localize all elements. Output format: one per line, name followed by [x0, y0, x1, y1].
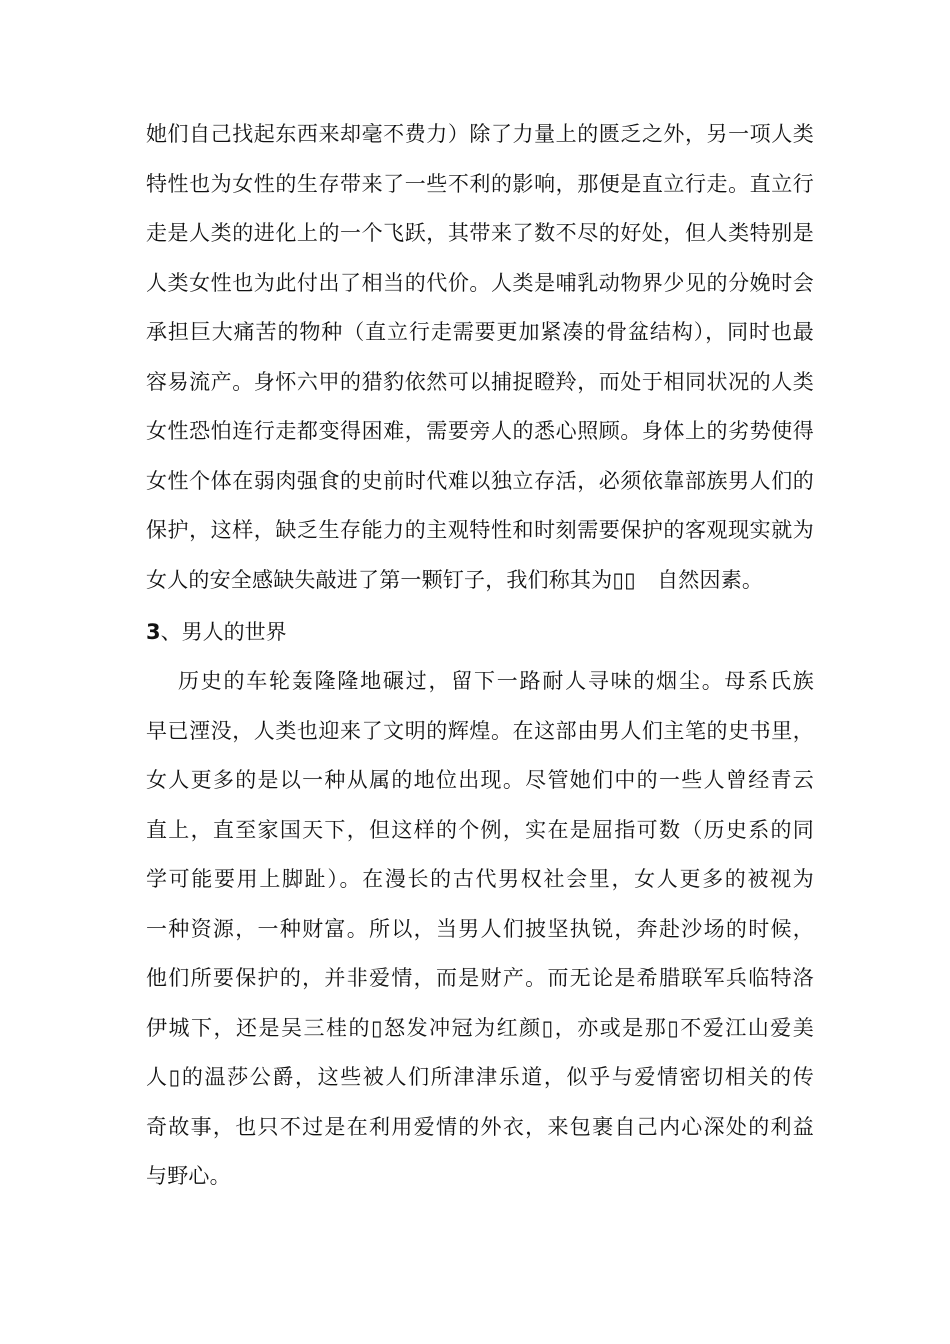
paragraph-line: 走是人类的进化上的一个飞跃，其带来了数不尽的好处，但人类特别是 [146, 221, 814, 245]
paragraph-line: 女性恐怕连行走都变得困难，需要旁人的悉心照顾。身体上的劣势使得 [146, 419, 814, 443]
paragraph-line: 人▯的温莎公爵，这些被人们所津津乐道，似乎与爱情密切相关的传 [146, 1065, 814, 1089]
paragraph-line: 特性也为女性的生存带来了一些不利的影响，那便是直立行走。直立行 [146, 171, 814, 196]
section-number: 3 [146, 620, 161, 644]
paragraph-line: 他们所要保护的，并非爱情，而是财产。而无论是希腊联军兵临特洛 [146, 966, 814, 990]
paragraph-line: 保护，这样，缺乏生存能力的主观特性和时刻需要保护的客观现实就为 [146, 518, 814, 542]
paragraph-line: 学可能要用上脚趾）。在漫长的古代男权社会里，女人更多的被视为 [146, 867, 814, 891]
paragraph-line: 与野心。 [146, 1164, 231, 1188]
paragraph-line: 人类女性也为此付出了相当的代价。人类是哺乳动物界少见的分娩时会 [146, 270, 814, 295]
section-title: 、男人的世界 [160, 620, 287, 644]
paragraph-mens-world [146, 657, 814, 1202]
section-heading [146, 608, 287, 658]
paragraph-line: 历史的车轮轰隆隆地碾过，留下一路耐人寻味的烟尘。母系氏族 [178, 669, 814, 693]
paragraph-line: 一种资源，一种财富。所以，当男人们披坚执锐，奔赴沙场的时候， [146, 916, 814, 941]
paragraph-line: 早已湮没，人类也迎来了文明的辉煌。在这部由男人们主笔的史书里， [146, 718, 814, 743]
paragraph-line: 容易流产。身怀六甲的猎豹依然可以捕捉瞪羚，而处于相同状况的人类 [146, 369, 814, 394]
paragraph-line: 女人更多的是以一种从属的地位出现。尽管她们中的一些人曾经青云 [146, 768, 814, 792]
paragraph-line: 她们自己找起东西来却毫不费力）除了力量上的匮乏之外，另一项人类 [146, 122, 814, 146]
paragraph-line: 奇故事，也只不过是在利用爱情的外衣，来包裹自己内心深处的利益 [146, 1114, 814, 1139]
paragraph-line: 女性个体在弱肉强食的史前时代难以独立存活，必须依靠部族男人们的 [146, 468, 814, 493]
paragraph-line: 女人的安全感缺失敲进了第一颗钉子，我们称其为▯▯ 自然因素。 [146, 567, 764, 592]
paragraph-natural-factors [146, 110, 814, 605]
paragraph-line: 承担巨大痛苦的物种（直立行走需要更加紧凑的骨盆结构），同时也最 [146, 320, 814, 344]
paragraph-line: 直上，直至家国天下，但这样的个例，实在是屈指可数（历史系的同 [146, 817, 814, 842]
paragraph-line: 伊城下，还是吴三桂的▯怒发冲冠为红颜▯，亦或是那▯不爱江山爱美 [146, 1015, 814, 1040]
